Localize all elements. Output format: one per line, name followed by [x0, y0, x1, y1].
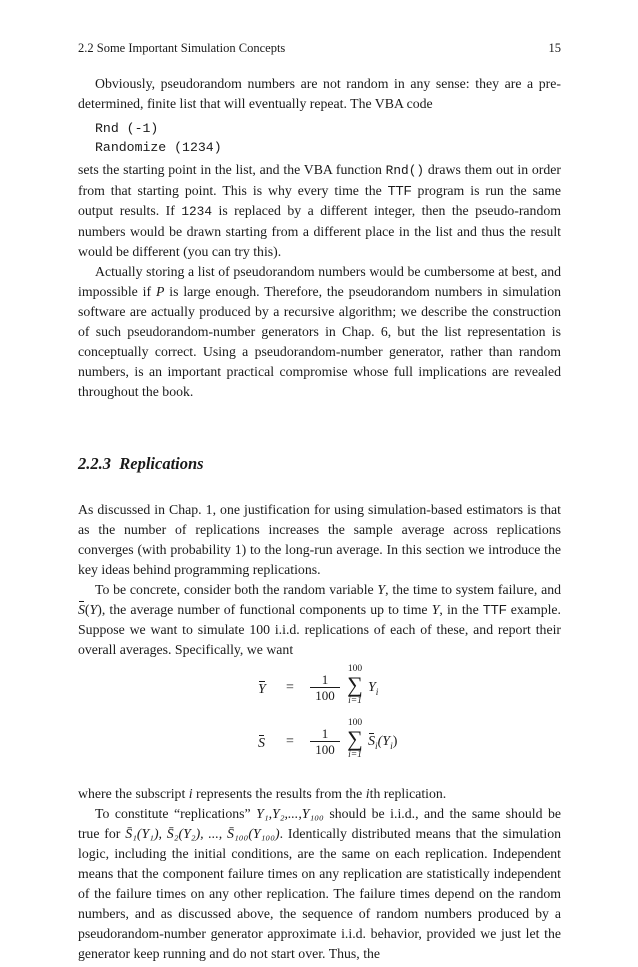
- display-equations: [78, 664, 561, 782]
- ttf-label: TTF: [387, 183, 412, 198]
- inline-code-rnd: Rnd(): [385, 163, 425, 178]
- paragraph-subscript-note: where the subscript i represents the results from the ith replication.: [78, 786, 447, 801]
- code-line-1: Rnd (-1): [95, 121, 159, 136]
- s-sequence: S̄₁(Y₁), S̄₂(Y₂), ..., S̄₁₀₀(Y₁₀₀): [125, 826, 280, 841]
- running-header: [78, 40, 561, 56]
- page-number: 15: [548, 41, 561, 55]
- code-block: [95, 119, 561, 157]
- page: [78, 40, 561, 964]
- paragraph-recursive-algorithm: Actually storing a list of pseudorandom numbers would be cumbersome at best, and impossible if P is large enough. Therefore, the pseudorandom numbers in simulation software are actually produced by a recursive algorithm; we describe the construction of such pseudorandom-number generators in Chap. 6, but the list representation is conceptually correct. Using a pseudorandom-number generator, rather than random numbers, is an important practical compromise whose full implications are revealed throughout the book.: [78, 264, 561, 399]
- paragraph-concrete-example: To be concrete, consider both the random variable Y, the time to system failure, and S(Y), the average number of functional components up to time Y, in the TTF example. Suppose we want to simulate 100 i.i.d. replications of each of these, and report their overall averages. Specifically, we want: [78, 582, 561, 657]
- header-section: 2.2 Some Important Simulation Concepts: [78, 41, 286, 55]
- paragraph-pseudorandom-intro: Obviously, pseudorandom numbers are not random in any sense: they are a pre-determined, finite list that will eventually repeat. The VBA code: [78, 76, 561, 111]
- paragraph-replications-intro: As discussed in Chap. 1, one justification for using simulation-based estimators is that as the number of replications increases the sample average across replications converges (with probability 1) to the long-run average. In this section we introduce the key ideas behind programming replications.: [78, 502, 561, 577]
- equation-y-bar: Y = $\frac{1}{100}$ 100 ∑ i=1 $Y_i$: [258, 664, 379, 706]
- equation-s-bar: S = $\frac{1}{100}$ 100 ∑ i=1 $S_i(Y_i)$: [258, 718, 398, 760]
- code-line-2: Randomize (1234): [95, 140, 222, 155]
- y-sequence: Y₁,Y₂,...,Y₁₀₀: [256, 806, 324, 821]
- section-heading: 2.2.3 Replications: [78, 454, 204, 473]
- ttf-label: TTF: [482, 602, 507, 617]
- paragraph-starting-point: sets the starting point in the list, and the VBA function Rnd() draws them out in order from that starting point. This is why every time the TTF program is run the same output results. If 1234 is replaced by a different integer, then the pseudo-random numbers would be drawn starting from a different place in the list and thus the result would be different (you can try this).: [78, 162, 561, 259]
- inline-code-seed: 1234: [181, 204, 213, 219]
- paragraph-iid-replications: To constitute “replications” Y₁,Y₂,...,Y₁₀₀ should be i.i.d., and the same should be true for S̄₁(Y₁), S̄₂(Y₂), ..., S̄₁₀₀(Y₁₀₀). Identically distributed means that the simulation logic, including the initial conditions, are the same on each replication. Independent means that the component failure times on any replication are statistically independent of the failure times on any other replication. The failure times depend on the random numbers, and as discussed above, the sequence of random numbers produced by a pseudorandom-number generator approximate i.i.d. behavior, provided we just let the generator keep running and do not start over. Thus, the: [78, 806, 562, 961]
